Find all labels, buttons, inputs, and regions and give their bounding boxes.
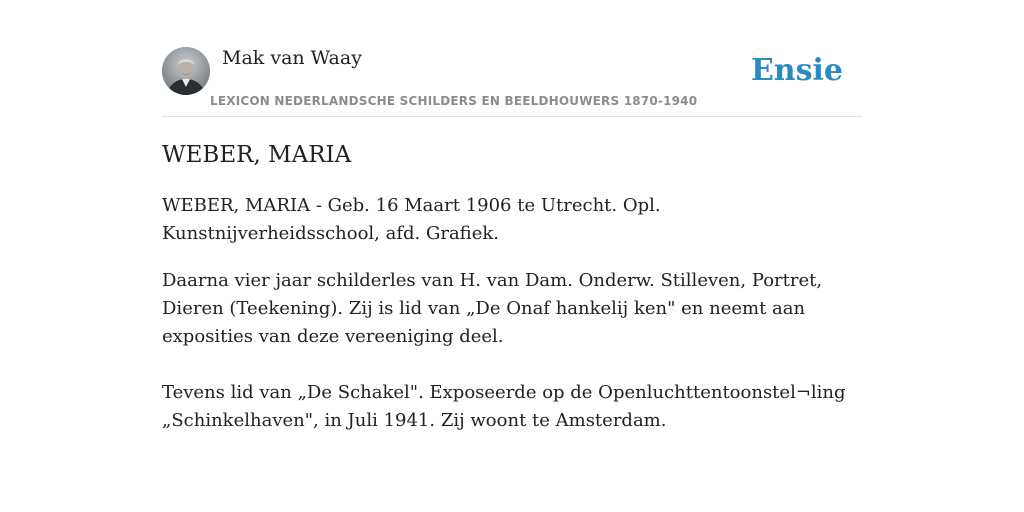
article-paragraph: Tevens lid van „De Schakel". Exposeerde op de Openluchttentoonstel¬ling „Schinkelhaven", in Juli 1941. Zij woont te Amsterdam. — [162, 382, 846, 431]
article-body — [162, 192, 862, 435]
header — [162, 46, 862, 117]
collection-name[interactable]: LEXICON NEDERLANDSCHE SCHILDERS EN BEELDHOUWERS 1870-1940 — [210, 94, 698, 108]
author-name[interactable]: Mak van Waay — [222, 47, 362, 69]
portrait-image — [162, 47, 210, 95]
ensie-logo[interactable]: Ensie — [750, 53, 843, 88]
article-title: WEBER, MARIA — [162, 142, 352, 168]
author-avatar[interactable] — [162, 47, 210, 95]
article-paragraph: Daarna vier jaar schilderles van H. van Dam. Onderw. Stilleven, Portret, Dieren (Teekening). Zij is lid van „De Onaf hankelij ken" en neemt aan exposities van deze vereeniging deel. — [162, 270, 823, 347]
article-paragraph: WEBER, MARIA - Geb. 16 Maart 1906 te Utrecht. Opl. Kunstnijverheidsschool, afd. Grafiek. — [162, 195, 661, 244]
